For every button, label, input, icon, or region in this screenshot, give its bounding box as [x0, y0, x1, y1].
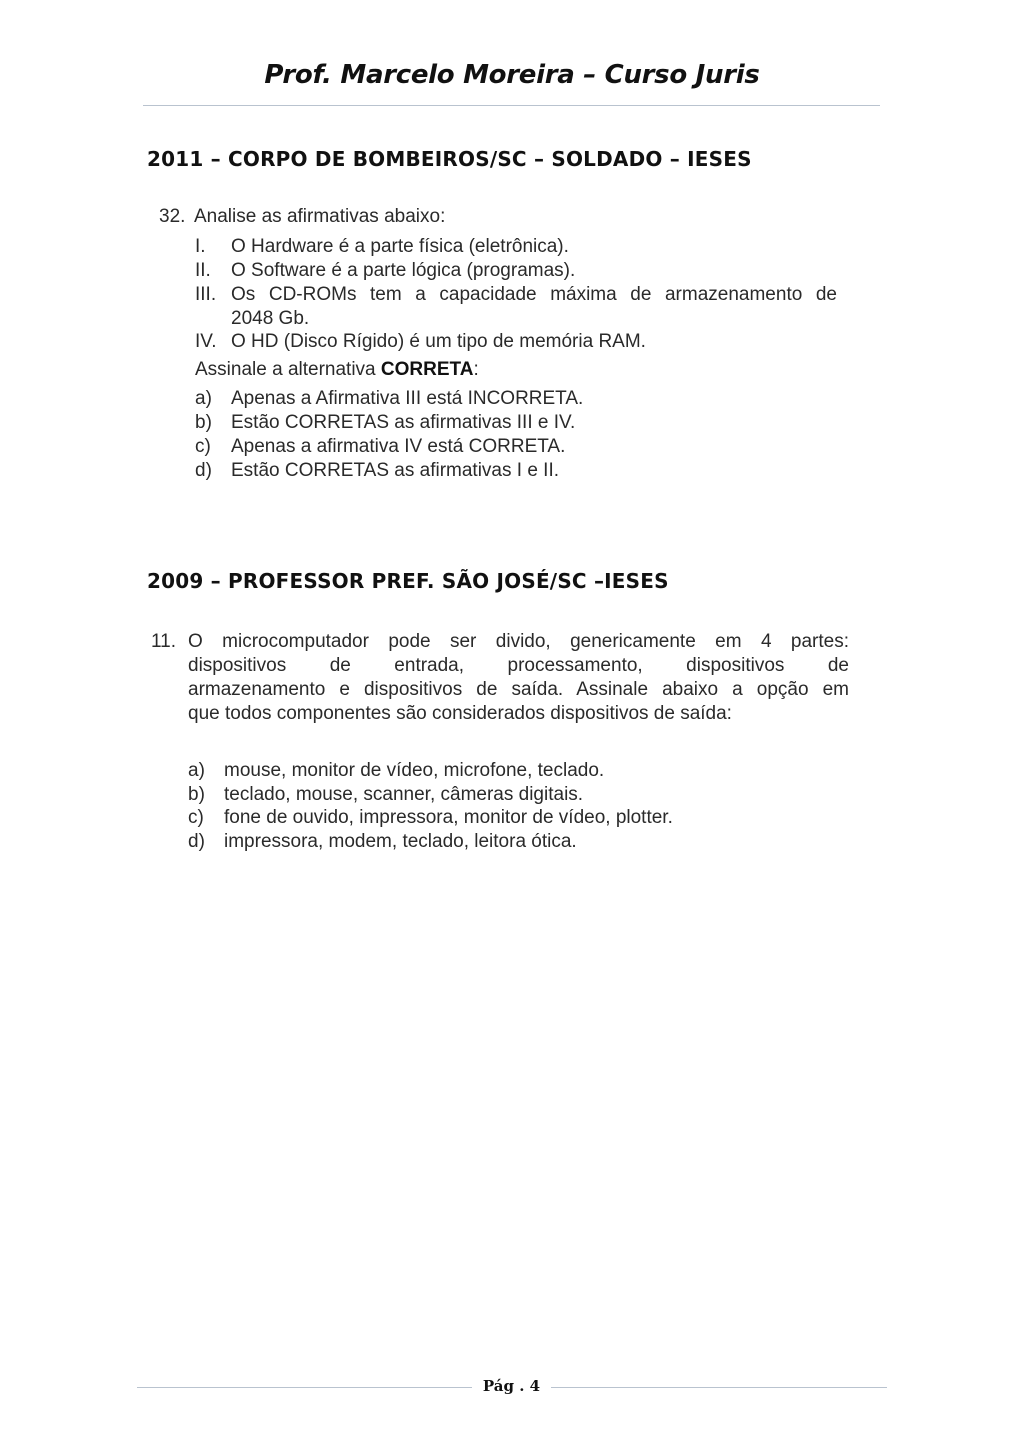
option-label: b)	[188, 784, 205, 805]
question-line: O microcomputador pode ser divido, genericamente em 4 partes:	[188, 631, 849, 652]
option-text: fone de ouvido, impressora, monitor de vídeo, plotter.	[224, 807, 673, 828]
statement-text: 2048 Gb.	[231, 308, 310, 329]
option-label: b)	[195, 412, 212, 433]
footer-divider-right	[551, 1387, 887, 1388]
statement-label: I.	[195, 236, 206, 257]
option-text: Apenas a Afirmativa III está INCORRETA.	[231, 388, 584, 409]
option-label: c)	[195, 436, 211, 457]
question-line: dispositivos de entrada, processamento, dispositivos de	[188, 655, 849, 676]
statement-text: O Software é a parte lógica (programas).	[231, 260, 576, 281]
question-number: 32.	[159, 206, 186, 227]
statement-label: III.	[195, 284, 217, 305]
statement-text: O Hardware é a parte física (eletrônica).	[231, 236, 569, 257]
question-text: Analise as afirmativas abaixo:	[194, 206, 446, 227]
footer-divider-left	[137, 1387, 472, 1388]
question-number: 11.	[151, 631, 177, 652]
statement-text: Os CD-ROMs tem a capacidade máxima de armazenamento de	[231, 284, 837, 305]
section-heading-2009: 2009 – PROFESSOR PREF. SÃO JOSÉ/SC –IESES	[147, 569, 669, 593]
page-header-title: Prof. Marcelo Moreira – Curso Juris	[264, 60, 760, 90]
section-heading-2011: 2011 – CORPO DE BOMBEIROS/SC – SOLDADO – IESES	[147, 147, 752, 171]
statement-text: O HD (Disco Rígido) é um tipo de memória RAM.	[231, 331, 646, 352]
option-text: mouse, monitor de vídeo, microfone, teclado.	[224, 760, 605, 781]
instruction-suffix: :	[473, 359, 479, 380]
answer-instruction	[195, 359, 479, 381]
instruction-emphasis: CORRETA	[380, 359, 474, 380]
footer-page-number: Pág . 4	[482, 1377, 541, 1395]
option-text: Estão CORRETAS as afirmativas III e IV.	[231, 412, 576, 433]
option-label: d)	[188, 831, 205, 852]
option-label: c)	[188, 807, 204, 828]
option-label: a)	[195, 388, 212, 409]
header-divider	[143, 105, 880, 106]
option-text: impressora, modem, teclado, leitora ótica.	[224, 831, 577, 852]
option-label: a)	[188, 760, 205, 781]
statement-label: IV.	[195, 331, 217, 352]
option-text: Apenas a afirmativa IV está CORRETA.	[231, 436, 566, 457]
question-line: que todos componentes são considerados dispositivos de saída:	[188, 703, 732, 724]
option-text: teclado, mouse, scanner, câmeras digitais.	[224, 784, 584, 805]
statement-label: II.	[195, 260, 211, 281]
instruction-prefix: Assinale a alternativa	[195, 359, 381, 380]
question-line: armazenamento e dispositivos de saída. Assinale abaixo a opção em	[188, 679, 849, 700]
option-text: Estão CORRETAS as afirmativas I e II.	[231, 460, 560, 481]
option-label: d)	[195, 460, 212, 481]
